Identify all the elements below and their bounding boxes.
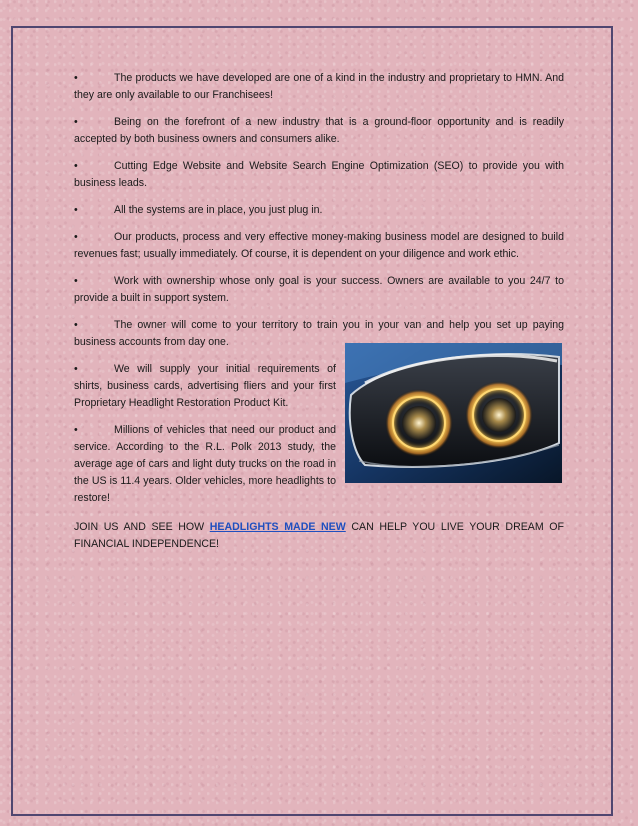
headlight-illustration bbox=[345, 343, 562, 483]
bullet-marker: • bbox=[74, 424, 78, 436]
closing-text-after: CAN HELP YOU LIVE YOUR DREAM OF FINANCIAL INDEPENDENCE! bbox=[74, 521, 564, 550]
bullet-marker: • bbox=[74, 319, 78, 331]
closing-text-before: JOIN US AND SEE HOW bbox=[74, 521, 210, 533]
bullet-item bbox=[74, 422, 336, 507]
bullet-marker: • bbox=[74, 72, 78, 84]
bullet-item bbox=[74, 114, 564, 148]
bullet-marker: • bbox=[74, 363, 78, 375]
bullet-text: Millions of vehicles that need our product and service. According to the R.L. Polk 2013 study, the average age of cars and light duty trucks on the road in the US is 11.4 years. Older vehicles, more headlights to restore! bbox=[74, 424, 336, 504]
bullet-item bbox=[74, 361, 336, 412]
bullet-text: We will supply your initial requirements of shirts, business cards, advertising fliers and your first Proprietary Headlight Restoration Product Kit. bbox=[74, 363, 336, 409]
bullet-text: Cutting Edge Website and Website Search Engine Optimization (SEO) to provide you with business leads. bbox=[74, 160, 564, 189]
bullet-item bbox=[74, 70, 564, 104]
bullet-marker: • bbox=[74, 231, 78, 243]
bullet-item bbox=[74, 202, 564, 219]
bullet-text: The products we have developed are one of a kind in the industry and proprietary to HMN. And they are only available to our Franchisees! bbox=[74, 72, 564, 101]
bullet-text: The owner will come to your territory to train you in your van and help you set up paying business accounts from day one. bbox=[74, 319, 564, 348]
bullet-item bbox=[74, 273, 564, 307]
bullet-text: Work with ownership whose only goal is your success. Owners are available to you 24/7 to provide a built in support system. bbox=[74, 275, 564, 304]
bullet-text: Our products, process and very effective money-making business model are designed to build revenues fast; usually immediately. Of course, it is dependent on your diligence and work ethic. bbox=[74, 231, 564, 260]
bullet-marker: • bbox=[74, 204, 78, 216]
bullet-marker: • bbox=[74, 275, 78, 287]
bullet-text: All the systems are in place, you just plug in. bbox=[114, 204, 323, 216]
bullet-marker: • bbox=[74, 160, 78, 172]
headlight-photo bbox=[345, 343, 562, 483]
bullet-marker: • bbox=[74, 116, 78, 128]
bullet-item bbox=[74, 158, 564, 192]
bullet-item bbox=[74, 229, 564, 263]
headlights-made-new-link[interactable]: HEADLIGHTS MADE NEW bbox=[209, 521, 346, 533]
bullet-text: Being on the forefront of a new industry that is a ground-floor opportunity and is readily accepted by both business owners and consumers alike. bbox=[74, 116, 564, 145]
closing-statement bbox=[74, 519, 564, 553]
